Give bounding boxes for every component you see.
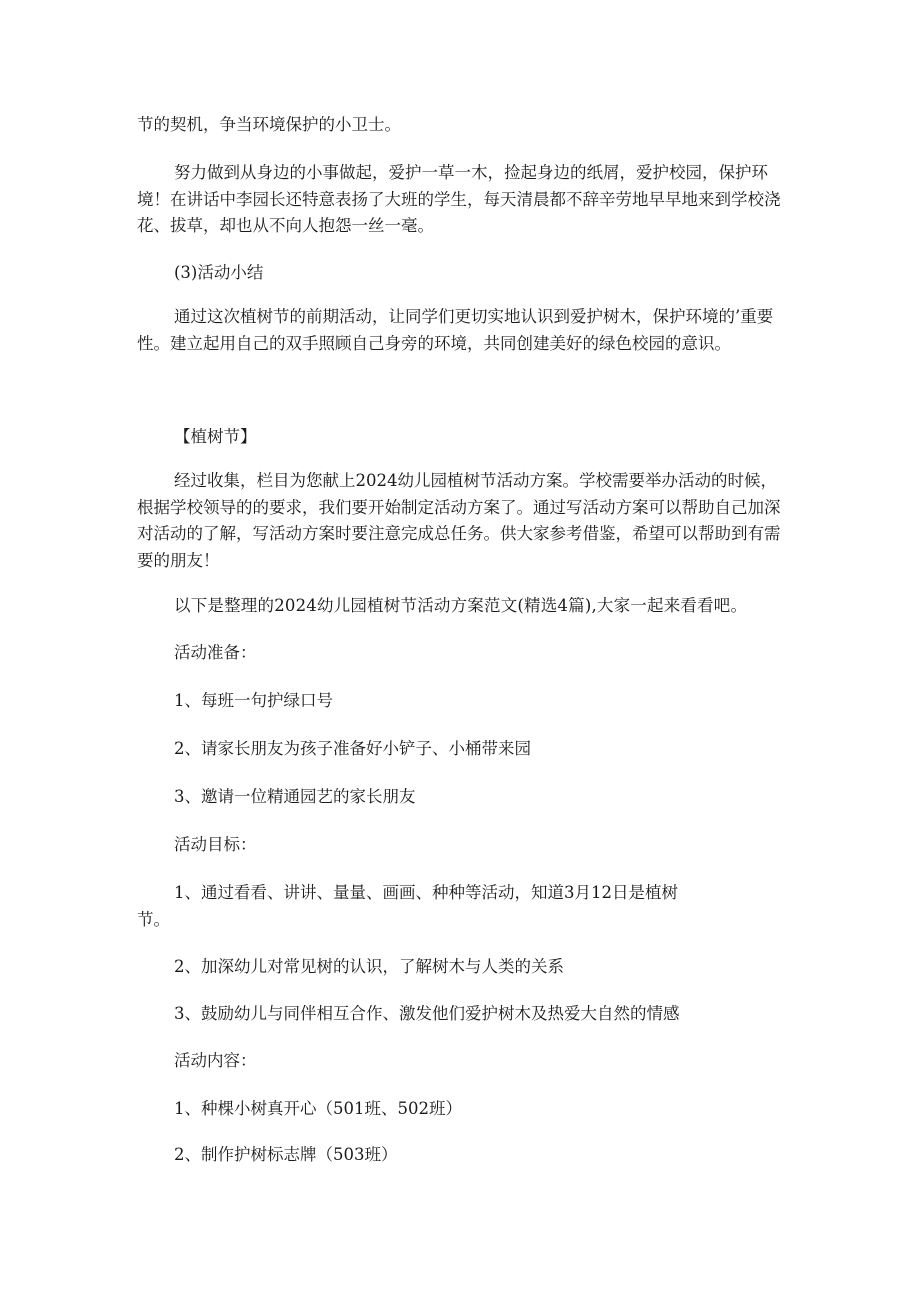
paragraph-summary: 通过这次植树节的前期活动，让同学们更切实地认识到爱护树木，保护环境的’重要性。建立起用自己的双手照顾自己身旁的环境，共同创建美好的绿色校园的意识。	[137, 307, 774, 353]
heading-goals: 活动目标：	[174, 835, 257, 854]
list-item-goal-2: 2、加深幼儿对常见树的认识，了解树木与人类的关系	[174, 957, 564, 976]
list-item-prep-3: 3、邀请一位精通园艺的家长朋友	[174, 787, 416, 806]
list-item-prep-1: 1、每班一句护绿口号	[174, 691, 333, 710]
list-item-goal-1: 1、通过看看、讲讲、量量、画画、种种等活动，知道3月12日是植树节。	[137, 883, 678, 929]
section-title-arbor-day: 【植树节】	[174, 427, 257, 446]
section-heading-summary: (3)活动小结	[174, 263, 264, 282]
paragraph-following: 以下是整理的2024幼儿园植树节活动方案范文(精选4篇),大家一起来看看吧。	[174, 596, 748, 615]
list-item-content-1: 1、种棵小树真开心（501班、502班）	[174, 1099, 462, 1118]
list-item-content-2: 2、制作护树标志牌（503班）	[174, 1145, 398, 1164]
list-item-prep-2: 2、请家长朋友为孩子准备好小铲子、小桶带来园	[174, 739, 531, 758]
heading-preparation: 活动准备：	[174, 643, 257, 662]
paragraph-collection-intro: 经过收集，栏目为您献上2024幼儿园植树节活动方案。学校需要举办活动的时候，根据学校领导的的要求，我们要开始制定活动方案了。通过写活动方案可以帮助自己加深对活动的了解，写活动方案时要注意完成总任务。供大家参考借鉴，希望可以帮助到有需要的朋友！	[137, 471, 781, 570]
heading-content: 活动内容：	[174, 1051, 257, 1070]
paragraph-intro-tail: 节的契机，争当环境保护的小卫士。	[137, 115, 401, 134]
list-item-goal-3: 3、鼓励幼儿与同伴相互合作、激发他们爱护树木及热爱大自然的情感	[174, 1004, 680, 1023]
paragraph-effort: 努力做到从身边的小事做起，爱护一草一木，捡起身边的纸屑，爱护校园，保护环境！在讲话中李园长还特意表扬了大班的学生，每天清晨都不辞辛劳地早早地来到学校浇花、拔草，却也从不向人抱怨一丝一毫。	[137, 163, 781, 235]
